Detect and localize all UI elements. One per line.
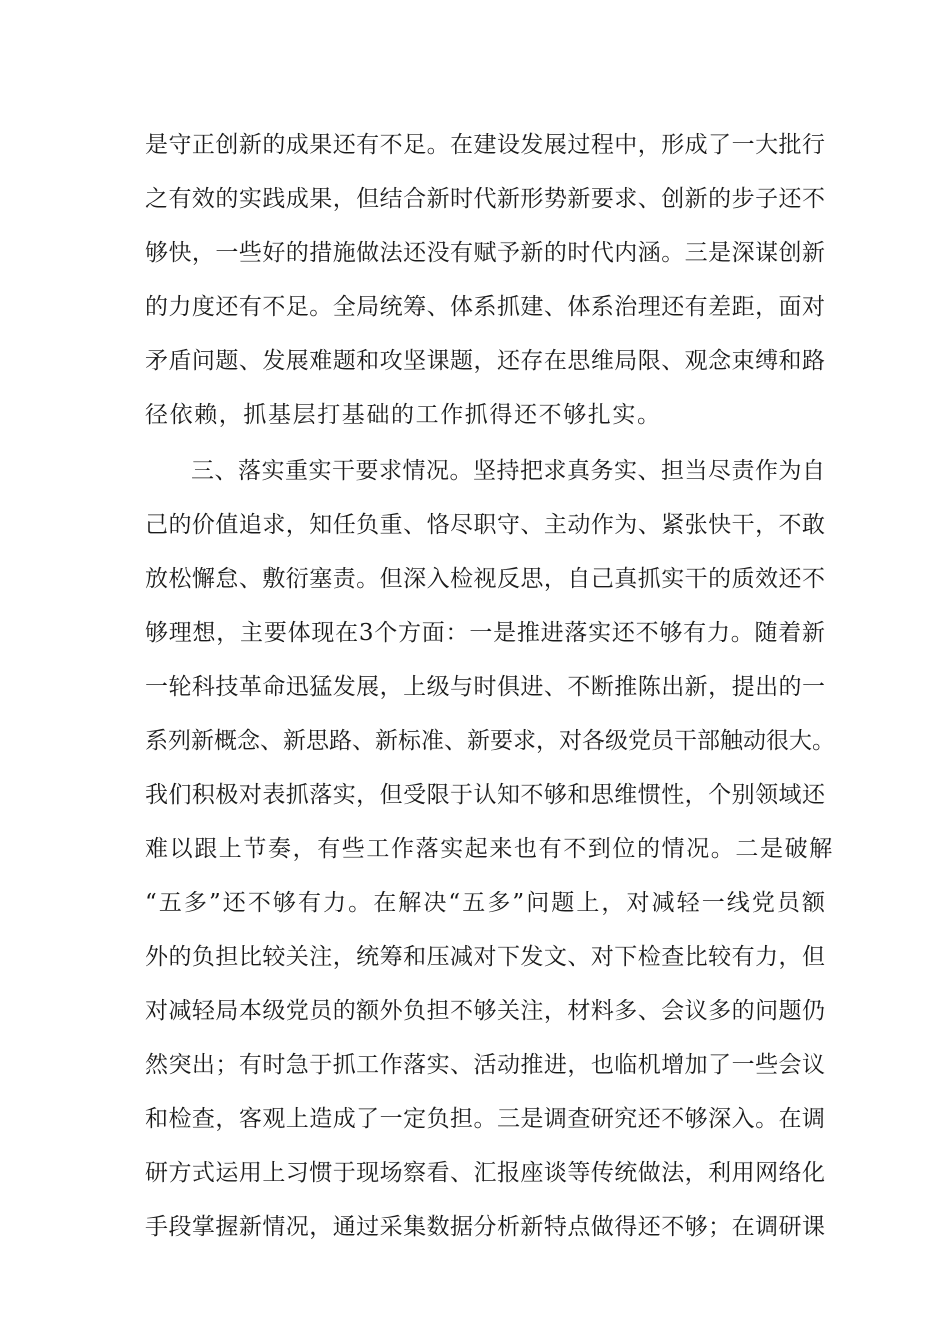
text-line: 径依赖，抓基层打基础的工作抓得还不够扎实。 — [145, 402, 662, 428]
text-line: 对减轻局本级党员的额外负担不够关注，材料多、会议多的问题仍 — [145, 998, 825, 1024]
text-line: 手段掌握新情况，通过采集数据分析新特点做得还不够；在调研课 — [145, 1214, 825, 1240]
text-line: 够快，一些好的措施做法还没有赋予新的时代内涵。三是深谋创新 — [145, 240, 825, 266]
text-line: 研方式运用上习惯于现场察看、汇报座谈等传统做法，利用网络化 — [145, 1160, 825, 1186]
text-line: 外的负担比较关注，统筹和压减对下发文、对下检查比较有力，但 — [145, 944, 825, 970]
section-heading-line: 三、落实重实干要求情况。坚持把求真务实、担当尽责作为自 — [191, 458, 825, 484]
text-line: 和检查，客观上造成了一定负担。三是调查研究还不够深入。在调 — [145, 1106, 825, 1132]
text-line: 然突出；有时急于抓工作落实、活动推进，也临机增加了一些会议 — [145, 1052, 825, 1078]
text-line: 的力度还有不足。全局统筹、体系抓建、体系治理还有差距，面对 — [145, 294, 825, 320]
text-line: “五多”还不够有力。在解决“五多”问题上，对减轻一线党员额 — [145, 890, 825, 916]
text-line: 是守正创新的成果还有不足。在建设发展过程中，形成了一大批行 — [145, 132, 825, 158]
text-line: 放松懈怠、敷衍塞责。但深入检视反思，自己真抓实干的质效还不 — [145, 566, 825, 592]
text-line: 一轮科技革命迅猛发展，上级与时俱进、不断推陈出新，提出的一 — [145, 674, 825, 700]
text-line: 难以跟上节奏，有些工作落实起来也有不到位的情况。二是破解 — [145, 836, 834, 862]
text-line: 己的价值追求，知任负重、恪尽职守、主动作为、紧张快干，不敢 — [145, 512, 825, 538]
text-line: 我们积极对表抓落实，但受限于认知不够和思维惯性，个别领域还 — [145, 782, 825, 808]
text-line: 之有效的实践成果，但结合新时代新形势新要求、创新的步子还不 — [145, 186, 825, 212]
text-line: 够理想，主要体现在3个方面：一是推进落实还不够有力。随着新 — [145, 620, 825, 646]
text-line: 矛盾问题、发展难题和攻坚课题，还存在思维局限、观念束缚和路 — [145, 348, 825, 374]
text-line: 系列新概念、新思路、新标准、新要求，对各级党员干部触动很大。 — [145, 728, 835, 754]
